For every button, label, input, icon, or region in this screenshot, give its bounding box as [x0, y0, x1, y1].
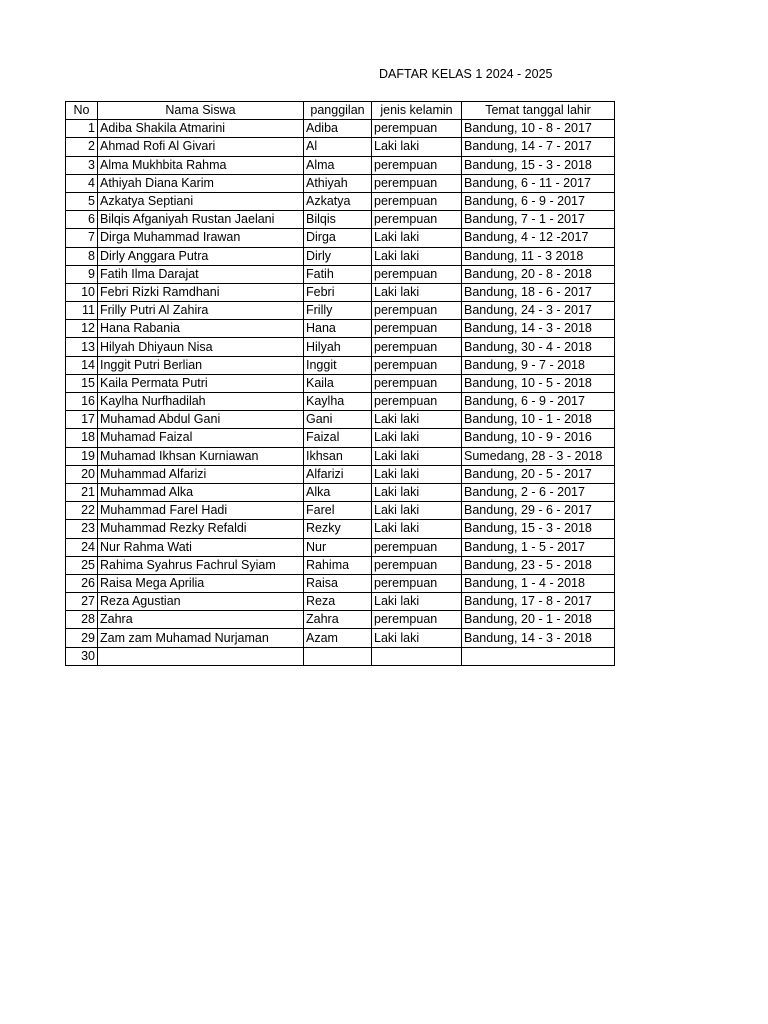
header-nama-siswa: Nama Siswa: [98, 102, 304, 120]
cell-jenis-kelamin: Laki laki: [372, 447, 462, 465]
cell-tempat-tanggal-lahir: Bandung, 11 - 3 2018: [462, 247, 615, 265]
cell-tempat-tanggal-lahir: Bandung, 10 - 9 - 2016: [462, 429, 615, 447]
cell-no: 6: [66, 211, 98, 229]
cell-panggilan: Kaylha: [304, 393, 372, 411]
cell-no: 15: [66, 374, 98, 392]
cell-tempat-tanggal-lahir: Bandung, 20 - 5 - 2017: [462, 465, 615, 483]
cell-nama-siswa: Febri Rizki Ramdhani: [98, 283, 304, 301]
cell-jenis-kelamin: Laki laki: [372, 411, 462, 429]
cell-jenis-kelamin: Laki laki: [372, 483, 462, 501]
cell-no: 26: [66, 574, 98, 592]
cell-no: 1: [66, 120, 98, 138]
cell-tempat-tanggal-lahir: Bandung, 6 - 9 - 2017: [462, 393, 615, 411]
cell-tempat-tanggal-lahir: [462, 647, 615, 665]
table-row: [66, 393, 615, 411]
table-row: [66, 192, 615, 210]
cell-jenis-kelamin: Laki laki: [372, 138, 462, 156]
cell-panggilan: Adiba: [304, 120, 372, 138]
cell-jenis-kelamin: perempuan: [372, 556, 462, 574]
cell-nama-siswa: Kaila Permata Putri: [98, 374, 304, 392]
cell-no: 2: [66, 138, 98, 156]
cell-tempat-tanggal-lahir: Bandung, 23 - 5 - 2018: [462, 556, 615, 574]
cell-nama-siswa: Ahmad Rofi Al Givari: [98, 138, 304, 156]
table-row: [66, 283, 615, 301]
cell-nama-siswa: Muhammad Farel Hadi: [98, 502, 304, 520]
table-row: [66, 556, 615, 574]
table-row: [66, 593, 615, 611]
cell-jenis-kelamin: perempuan: [372, 338, 462, 356]
table-row: [66, 465, 615, 483]
table-row: [66, 320, 615, 338]
cell-no: 11: [66, 302, 98, 320]
cell-panggilan: Fatih: [304, 265, 372, 283]
cell-jenis-kelamin: Laki laki: [372, 247, 462, 265]
cell-tempat-tanggal-lahir: Bandung, 29 - 6 - 2017: [462, 502, 615, 520]
cell-no: 12: [66, 320, 98, 338]
table-row: [66, 374, 615, 392]
cell-tempat-tanggal-lahir: Bandung, 10 - 5 - 2018: [462, 374, 615, 392]
cell-no: 16: [66, 393, 98, 411]
cell-nama-siswa: Bilqis Afganiyah Rustan Jaelani: [98, 211, 304, 229]
cell-no: 19: [66, 447, 98, 465]
table-row: [66, 538, 615, 556]
cell-panggilan: Frilly: [304, 302, 372, 320]
cell-no: 28: [66, 611, 98, 629]
cell-no: 20: [66, 465, 98, 483]
cell-nama-siswa: Dirga Muhammad Irawan: [98, 229, 304, 247]
cell-jenis-kelamin: [372, 647, 462, 665]
cell-no: 25: [66, 556, 98, 574]
header-no: No: [66, 102, 98, 120]
cell-panggilan: Zahra: [304, 611, 372, 629]
table-row: [66, 138, 615, 156]
cell-jenis-kelamin: Laki laki: [372, 593, 462, 611]
cell-jenis-kelamin: Laki laki: [372, 429, 462, 447]
cell-jenis-kelamin: perempuan: [372, 211, 462, 229]
cell-nama-siswa: Azkatya Septiani: [98, 192, 304, 210]
table-row: [66, 611, 615, 629]
table-row: [66, 156, 615, 174]
table-row: [66, 483, 615, 501]
cell-tempat-tanggal-lahir: Bandung, 20 - 8 - 2018: [462, 265, 615, 283]
cell-nama-siswa: Muhamad Ikhsan Kurniawan: [98, 447, 304, 465]
cell-no: 17: [66, 411, 98, 429]
cell-jenis-kelamin: perempuan: [372, 320, 462, 338]
cell-jenis-kelamin: perempuan: [372, 302, 462, 320]
cell-tempat-tanggal-lahir: Bandung, 1 - 5 - 2017: [462, 538, 615, 556]
cell-tempat-tanggal-lahir: Bandung, 15 - 3 - 2018: [462, 520, 615, 538]
cell-tempat-tanggal-lahir: Bandung, 6 - 11 - 2017: [462, 174, 615, 192]
cell-tempat-tanggal-lahir: Bandung, 14 - 3 - 2018: [462, 320, 615, 338]
cell-panggilan: Hana: [304, 320, 372, 338]
cell-panggilan: Alma: [304, 156, 372, 174]
cell-panggilan: Kaila: [304, 374, 372, 392]
cell-panggilan: Hilyah: [304, 338, 372, 356]
table-row: [66, 629, 615, 647]
header-jenis-kelamin: jenis kelamin: [372, 102, 462, 120]
cell-tempat-tanggal-lahir: Bandung, 15 - 3 - 2018: [462, 156, 615, 174]
cell-nama-siswa: Frilly Putri Al Zahira: [98, 302, 304, 320]
cell-tempat-tanggal-lahir: Bandung, 14 - 3 - 2018: [462, 629, 615, 647]
cell-tempat-tanggal-lahir: Bandung, 6 - 9 - 2017: [462, 192, 615, 210]
cell-nama-siswa: Muhamad Abdul Gani: [98, 411, 304, 429]
cell-nama-siswa: Adiba Shakila Atmarini: [98, 120, 304, 138]
cell-no: 23: [66, 520, 98, 538]
table-row: [66, 338, 615, 356]
cell-tempat-tanggal-lahir: Bandung, 4 - 12 -2017: [462, 229, 615, 247]
table-body: [66, 120, 615, 666]
cell-jenis-kelamin: perempuan: [372, 374, 462, 392]
cell-panggilan: Nur: [304, 538, 372, 556]
cell-nama-siswa: Alma Mukhbita Rahma: [98, 156, 304, 174]
cell-nama-siswa: Muhammad Rezky Refaldi: [98, 520, 304, 538]
cell-nama-siswa: Muhamad Faizal: [98, 429, 304, 447]
table-row: [66, 574, 615, 592]
table-row: [66, 265, 615, 283]
cell-nama-siswa: Dirly Anggara Putra: [98, 247, 304, 265]
table-row: [66, 502, 615, 520]
cell-jenis-kelamin: Laki laki: [372, 502, 462, 520]
cell-tempat-tanggal-lahir: Bandung, 14 - 7 - 2017: [462, 138, 615, 156]
cell-no: 4: [66, 174, 98, 192]
cell-no: 22: [66, 502, 98, 520]
cell-no: 3: [66, 156, 98, 174]
table-row: [66, 174, 615, 192]
cell-panggilan: Gani: [304, 411, 372, 429]
cell-tempat-tanggal-lahir: Bandung, 2 - 6 - 2017: [462, 483, 615, 501]
cell-jenis-kelamin: perempuan: [372, 611, 462, 629]
cell-nama-siswa: Zam zam Muhamad Nurjaman: [98, 629, 304, 647]
cell-nama-siswa: Hilyah Dhiyaun Nisa: [98, 338, 304, 356]
cell-jenis-kelamin: Laki laki: [372, 283, 462, 301]
student-roster-table: [65, 101, 615, 666]
cell-no: 9: [66, 265, 98, 283]
cell-no: 27: [66, 593, 98, 611]
cell-nama-siswa: Kaylha Nurfhadilah: [98, 393, 304, 411]
cell-nama-siswa: Zahra: [98, 611, 304, 629]
cell-panggilan: Bilqis: [304, 211, 372, 229]
cell-tempat-tanggal-lahir: Bandung, 1 - 4 - 2018: [462, 574, 615, 592]
cell-tempat-tanggal-lahir: Bandung, 10 - 8 - 2017: [462, 120, 615, 138]
cell-nama-siswa: Fatih Ilma Darajat: [98, 265, 304, 283]
cell-panggilan: Dirga: [304, 229, 372, 247]
cell-nama-siswa: Athiyah Diana Karim: [98, 174, 304, 192]
cell-jenis-kelamin: Laki laki: [372, 520, 462, 538]
cell-tempat-tanggal-lahir: Bandung, 10 - 1 - 2018: [462, 411, 615, 429]
cell-panggilan: Azkatya: [304, 192, 372, 210]
cell-panggilan: Faizal: [304, 429, 372, 447]
cell-tempat-tanggal-lahir: Bandung, 20 - 1 - 2018: [462, 611, 615, 629]
cell-jenis-kelamin: perempuan: [372, 265, 462, 283]
cell-nama-siswa: Reza Agustian: [98, 593, 304, 611]
cell-jenis-kelamin: perempuan: [372, 156, 462, 174]
cell-jenis-kelamin: perempuan: [372, 174, 462, 192]
cell-panggilan: [304, 647, 372, 665]
header-panggilan: panggilan: [304, 102, 372, 120]
cell-tempat-tanggal-lahir: Bandung, 9 - 7 - 2018: [462, 356, 615, 374]
cell-no: 7: [66, 229, 98, 247]
cell-nama-siswa: Raisa Mega Aprilia: [98, 574, 304, 592]
cell-panggilan: Reza: [304, 593, 372, 611]
cell-no: 14: [66, 356, 98, 374]
cell-tempat-tanggal-lahir: Bandung, 18 - 6 - 2017: [462, 283, 615, 301]
cell-panggilan: Ikhsan: [304, 447, 372, 465]
cell-tempat-tanggal-lahir: Bandung, 30 - 4 - 2018: [462, 338, 615, 356]
cell-nama-siswa: Inggit Putri Berlian: [98, 356, 304, 374]
cell-tempat-tanggal-lahir: Bandung, 24 - 3 - 2017: [462, 302, 615, 320]
cell-no: 30: [66, 647, 98, 665]
cell-jenis-kelamin: perempuan: [372, 356, 462, 374]
cell-panggilan: Rahima: [304, 556, 372, 574]
table-row: [66, 411, 615, 429]
cell-jenis-kelamin: Laki laki: [372, 229, 462, 247]
cell-nama-siswa: Rahima Syahrus Fachrul Syiam: [98, 556, 304, 574]
header-tempat-tanggal-lahir: Temat tanggal lahir: [462, 102, 615, 120]
table-row: [66, 520, 615, 538]
page-title: DAFTAR KELAS 1 2024 - 2025: [379, 67, 553, 81]
table-row: [66, 647, 615, 665]
cell-nama-siswa: Nur Rahma Wati: [98, 538, 304, 556]
table-row: [66, 229, 615, 247]
cell-panggilan: Inggit: [304, 356, 372, 374]
table-row: [66, 447, 615, 465]
table-row: [66, 247, 615, 265]
cell-no: 21: [66, 483, 98, 501]
table-row: [66, 302, 615, 320]
cell-jenis-kelamin: perempuan: [372, 574, 462, 592]
cell-jenis-kelamin: perempuan: [372, 538, 462, 556]
table-header-row: [66, 102, 615, 120]
table-row: [66, 356, 615, 374]
cell-panggilan: Rezky: [304, 520, 372, 538]
cell-panggilan: Raisa: [304, 574, 372, 592]
cell-no: 24: [66, 538, 98, 556]
cell-jenis-kelamin: perempuan: [372, 393, 462, 411]
cell-nama-siswa: Hana Rabania: [98, 320, 304, 338]
table-row: [66, 429, 615, 447]
cell-panggilan: Alfarizi: [304, 465, 372, 483]
cell-no: 18: [66, 429, 98, 447]
cell-tempat-tanggal-lahir: Bandung, 17 - 8 - 2017: [462, 593, 615, 611]
cell-jenis-kelamin: Laki laki: [372, 465, 462, 483]
cell-nama-siswa: [98, 647, 304, 665]
cell-no: 8: [66, 247, 98, 265]
cell-panggilan: Farel: [304, 502, 372, 520]
cell-nama-siswa: Muhammad Alfarizi: [98, 465, 304, 483]
cell-no: 29: [66, 629, 98, 647]
cell-no: 10: [66, 283, 98, 301]
cell-no: 13: [66, 338, 98, 356]
cell-panggilan: Azam: [304, 629, 372, 647]
cell-no: 5: [66, 192, 98, 210]
cell-jenis-kelamin: perempuan: [372, 192, 462, 210]
cell-tempat-tanggal-lahir: Bandung, 7 - 1 - 2017: [462, 211, 615, 229]
cell-panggilan: Athiyah: [304, 174, 372, 192]
cell-nama-siswa: Muhammad Alka: [98, 483, 304, 501]
cell-panggilan: Dirly: [304, 247, 372, 265]
cell-panggilan: Al: [304, 138, 372, 156]
table-row: [66, 211, 615, 229]
cell-jenis-kelamin: Laki laki: [372, 629, 462, 647]
cell-panggilan: Febri: [304, 283, 372, 301]
cell-tempat-tanggal-lahir: Sumedang, 28 - 3 - 2018: [462, 447, 615, 465]
table-row: [66, 120, 615, 138]
cell-panggilan: Alka: [304, 483, 372, 501]
cell-jenis-kelamin: perempuan: [372, 120, 462, 138]
